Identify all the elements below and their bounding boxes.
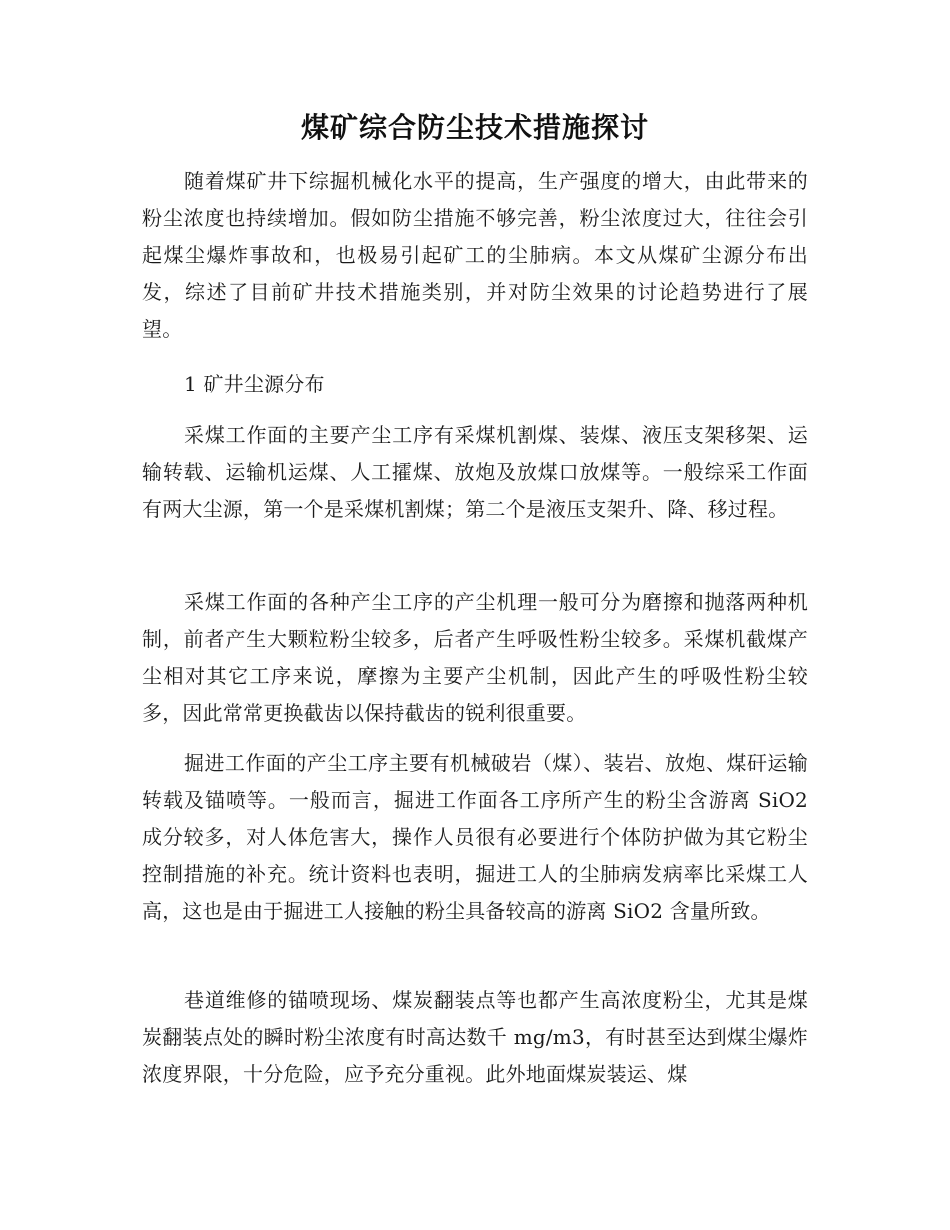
document-title: 煤矿综合防尘技术措施探讨 bbox=[300, 111, 649, 144]
section-heading bbox=[142, 366, 808, 403]
paragraph-text: 采煤工作面的主要产尘工序有采煤机割煤、装煤、液压支架移架、运输转载、运输机运煤、人工攉煤、放炮及放煤口放煤等。一般综采工作面有两大尘源，第一个是采煤机割煤；第二个是液压支架升、降、移过程。 bbox=[142, 423, 808, 521]
paragraph-text: 随着煤矿井下综掘机械化水平的提高，生产强度的增大，由此带来的粉尘浓度也持续增加。假如防尘措施不够完善，粉尘浓度过大，往往会引起煤尘爆炸事故和，也极易引起矿工的尘肺病。本文从煤矿尘源分布出发，综述了目前矿井技术措施类别，并对防尘效果的讨论趋势进行了展望。 bbox=[142, 169, 808, 341]
paragraph-dust-mechanism bbox=[142, 584, 808, 732]
section-heading-text: 1 矿井尘源分布 bbox=[184, 372, 325, 396]
paragraph-text: 采煤工作面的各种产尘工序的产尘机理一般可分为磨擦和抛落两种机制，前者产生大颗粒粉尘较多，后者产生呼吸性粉尘较多。采煤机截煤产尘相对其它工序来说，摩擦为主要产尘机制，因此产生的呼吸性粉尘较多，因此常常更换截齿以保持截齿的锐利很重要。 bbox=[142, 590, 808, 725]
paragraph-mining-face-dust bbox=[142, 417, 808, 528]
intro-paragraph bbox=[142, 163, 808, 348]
paragraph-text: 巷道维修的锚喷现场、煤炭翻装点等也都产生高浓度粉尘，尤其是煤炭翻装点处的瞬时粉尘浓度有时高达数千 mg/m3，有时甚至达到煤尘爆炸浓度界限，十分危险，应予充分重视。此外地面煤炭装运、煤 bbox=[142, 988, 808, 1086]
paragraph-heading-face-dust bbox=[142, 745, 808, 930]
paragraph-text: 掘进工作面的产尘工序主要有机械破岩（煤）、装岩、放炮、煤矸运输转载及锚喷等。一般而言，掘进工作面各工序所产生的粉尘含游离 SiO2 成分较多，对人体危害大，操作人员很有必要进行个体防护做为其它粉尘控制措施的补充。统计资料也表明，掘进工人的尘肺病发病率比采煤工人高，这也是由于掘进工人接触的粉尘具备较高的游离 SiO2 含量所致。 bbox=[142, 751, 808, 923]
paragraph-roadway-dust bbox=[142, 982, 808, 1093]
